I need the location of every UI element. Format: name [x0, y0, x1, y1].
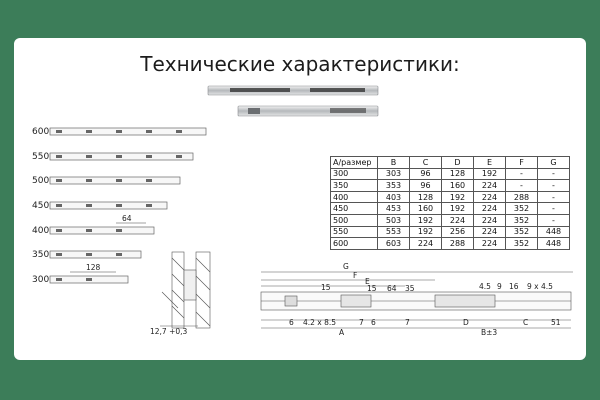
- dim-51: 51: [551, 318, 561, 327]
- table-cell: 553: [378, 226, 410, 238]
- table-cell: 224: [474, 214, 506, 226]
- table-cell: -: [538, 214, 570, 226]
- dim-15a: 15: [321, 283, 331, 292]
- table-cell: 500: [331, 214, 378, 226]
- dim-f: F: [353, 271, 358, 280]
- dim-64-side: 64: [387, 284, 397, 293]
- rail-label-400: 400: [32, 226, 50, 236]
- table-cell: -: [538, 180, 570, 192]
- table-cell: 160: [410, 203, 442, 215]
- dim-15b: 15: [367, 284, 377, 293]
- table-cell: -: [506, 168, 538, 180]
- header-cell: C: [410, 157, 442, 169]
- table-cell: 192: [442, 203, 474, 215]
- table-cell: 96: [410, 180, 442, 192]
- table-cell: -: [538, 191, 570, 203]
- dim-64: 64: [122, 214, 132, 223]
- dim-128: 128: [86, 263, 101, 272]
- table-cell: 550: [331, 226, 378, 238]
- table-cell: 224: [474, 238, 506, 250]
- table-cell: 288: [442, 238, 474, 250]
- table-cell: 448: [538, 238, 570, 250]
- dim-b: B±3: [481, 328, 498, 337]
- table-row: [331, 168, 570, 180]
- table-cell: 352: [506, 238, 538, 250]
- table-row: [331, 226, 570, 238]
- table-cell: 256: [442, 226, 474, 238]
- rail-product-image: [200, 80, 390, 124]
- table-cell: 192: [410, 226, 442, 238]
- dim-9x4-5: 9 x 4.5: [527, 282, 553, 291]
- table-cell: 160: [442, 180, 474, 192]
- rail-side-drawing: [255, 258, 580, 338]
- table-cell: 503: [378, 214, 410, 226]
- table-cell: 453: [378, 203, 410, 215]
- table-cell: 224: [442, 214, 474, 226]
- table-row: [331, 180, 570, 192]
- table-cell: 403: [378, 191, 410, 203]
- dim-d: D: [463, 318, 469, 327]
- header-cell: B: [378, 157, 410, 169]
- table-cell: 352: [506, 214, 538, 226]
- table-cell: 96: [410, 168, 442, 180]
- dim-e: E: [365, 277, 370, 286]
- table-cell: 300: [331, 168, 378, 180]
- header-cell: A/размер: [331, 157, 378, 169]
- table-header-row: [331, 157, 570, 169]
- dim-g: G: [343, 262, 349, 271]
- table-cell: 450: [331, 203, 378, 215]
- header-cell: G: [538, 157, 570, 169]
- table-cell: 224: [410, 238, 442, 250]
- table-cell: 303: [378, 168, 410, 180]
- table-cell: 224: [474, 191, 506, 203]
- dim-6b: 6: [371, 318, 376, 327]
- rail-label-450: 450: [32, 201, 50, 211]
- table-cell: 400: [331, 191, 378, 203]
- page-title: Технические характеристики:: [140, 52, 460, 76]
- table-cell: 224: [474, 226, 506, 238]
- table-cell: 352: [506, 226, 538, 238]
- rail-label-500: 500: [32, 176, 50, 186]
- table-cell: 352: [506, 203, 538, 215]
- dim-6a: 6: [289, 318, 294, 327]
- table-cell: 288: [506, 191, 538, 203]
- rail-section-drawing: [150, 248, 230, 338]
- rail-label-350: 350: [32, 250, 50, 260]
- dim-9: 9: [497, 282, 502, 291]
- rail-label-600: 600: [32, 127, 50, 137]
- header-cell: D: [442, 157, 474, 169]
- header-cell: F: [506, 157, 538, 169]
- table-cell: 224: [474, 180, 506, 192]
- table-cell: -: [538, 168, 570, 180]
- dim-c: C: [523, 318, 529, 327]
- dim-a: A: [339, 328, 345, 337]
- dim-35: 35: [405, 284, 415, 293]
- rail-label-550: 550: [32, 152, 50, 162]
- table-row: [331, 203, 570, 215]
- dim-7a: 7: [359, 318, 364, 327]
- section-dim: 12,7 +0,3: [150, 327, 188, 336]
- spec-table: [330, 156, 570, 250]
- table-cell: -: [538, 203, 570, 215]
- dim-4-5: 4.5: [479, 282, 491, 291]
- table-cell: 192: [410, 214, 442, 226]
- table-cell: 350: [331, 180, 378, 192]
- table-cell: 192: [474, 168, 506, 180]
- dim-16: 16: [509, 282, 519, 291]
- table-cell: 224: [474, 203, 506, 215]
- table-row: [331, 191, 570, 203]
- table-row: [331, 214, 570, 226]
- table-cell: 448: [538, 226, 570, 238]
- table-cell: 600: [331, 238, 378, 250]
- table-row: [331, 238, 570, 250]
- table-cell: 128: [410, 191, 442, 203]
- dim-7b: 7: [405, 318, 410, 327]
- table-cell: 192: [442, 191, 474, 203]
- table-cell: 128: [442, 168, 474, 180]
- table-cell: 603: [378, 238, 410, 250]
- dim-4-2x8-5: 4.2 x 8.5: [303, 318, 337, 327]
- header-cell: E: [474, 157, 506, 169]
- rail-label-300: 300: [32, 275, 50, 285]
- table-cell: 353: [378, 180, 410, 192]
- table-cell: -: [506, 180, 538, 192]
